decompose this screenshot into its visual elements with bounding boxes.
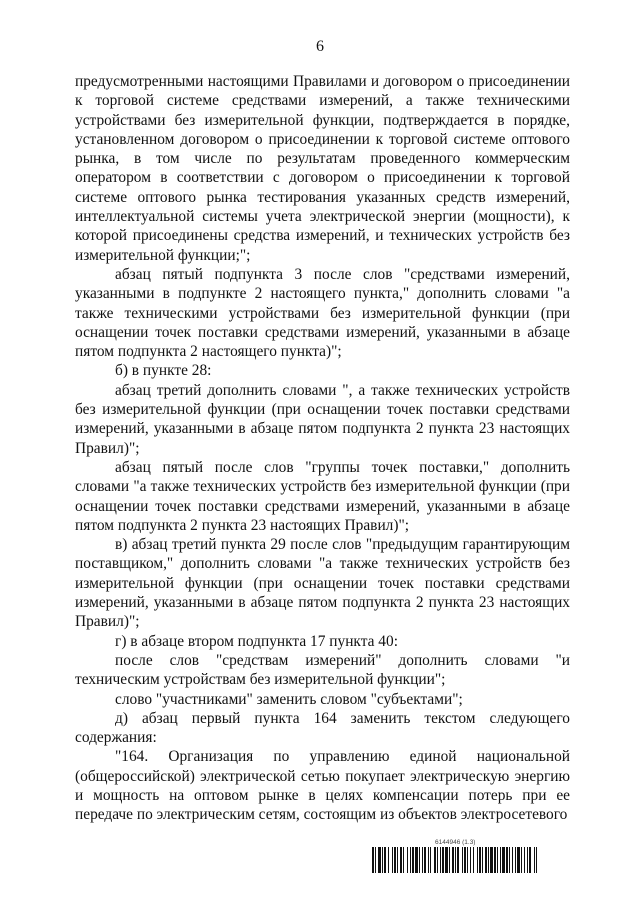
paragraph-6: в) абзац третий пункта 29 после слов "предыдущим гарантирующим поставщиком," дополнить словами "а также технических устройств без измерительной функции (при оснащении точек поставки средствами измерений, указанными в абзаце пятом подпункта 2 пункта 23 настоящих Правил)"; (75, 536, 570, 631)
document-code: 6144946 (1.3) (435, 839, 476, 846)
paragraph-5: абзац пятый после слов "группы точек поставки," дополнить словами "а также технических устройств без измерительной функции (при оснащении точек поставки средствами измерений, указанными в абзаце пятом подпункта 2 пункта 23 настоящих Правил)"; (75, 458, 570, 534)
paragraph-2: абзац пятый подпункта 3 после слов "средствами измерений, указанными в подпункте 2 настоящего пункта," дополнить словами "а также техническими устройствами без измерительной функции (при оснащении точек поставки средствами измерений, указанными в абзаце пятом подпункта 2 настоящего пункта)"; (75, 265, 570, 361)
paragraph-9: слово "участниками" заменить словом "субъектами"; (115, 690, 463, 708)
paragraph-1: предусмотренными настоящими Правилами и договором о присоединении к торговой системе средствами измерений, а также техническими устройствами без измерительной функции, подтверждается в порядке, установленном договором о присоединении к торговой системе оптового рынка, в том числе по результатам проведенного коммерческим оператором в соответствии с договором о присоединении к торговой системе оптового рынка тестирования указанных средств измерений, интеллектуальной системы учета электрической энергии (мощности), к которой присоединены средства измерений, и технических устройств без измерительной функции;"; (75, 73, 570, 264)
paragraph-8: после слов "средствам измерений" дополнить словами "и техническим устройствам без измерительной функции"; (75, 651, 570, 689)
paragraph-10: д) абзац первый пункта 164 заменить текстом следующего содержания: (75, 709, 570, 747)
paragraph-4: абзац третий дополнить словами ", а также технических устройств без измерительной функции (при оснащении точек поставки средствами измерений, указанными в абзаце пятом подпункта 2 пункта 23 настоящих Правил)"; (75, 381, 570, 457)
paragraph-11: "164. Организация по управлению единой национальной (общероссийской) электрической сетью покупает электрическую энергию и мощность на оптовом рынке в целях компенсации потерь при ее передаче по электрическим сетям, состоящим из объектов электросетевого (75, 748, 570, 824)
page-number: 6 (316, 38, 324, 55)
paragraph-3: б) в пункте 28: (115, 362, 212, 380)
paragraph-7: г) в абзаце втором подпункта 17 пункта 40: (115, 632, 398, 650)
document-body (75, 72, 570, 825)
barcode-image (372, 847, 539, 873)
